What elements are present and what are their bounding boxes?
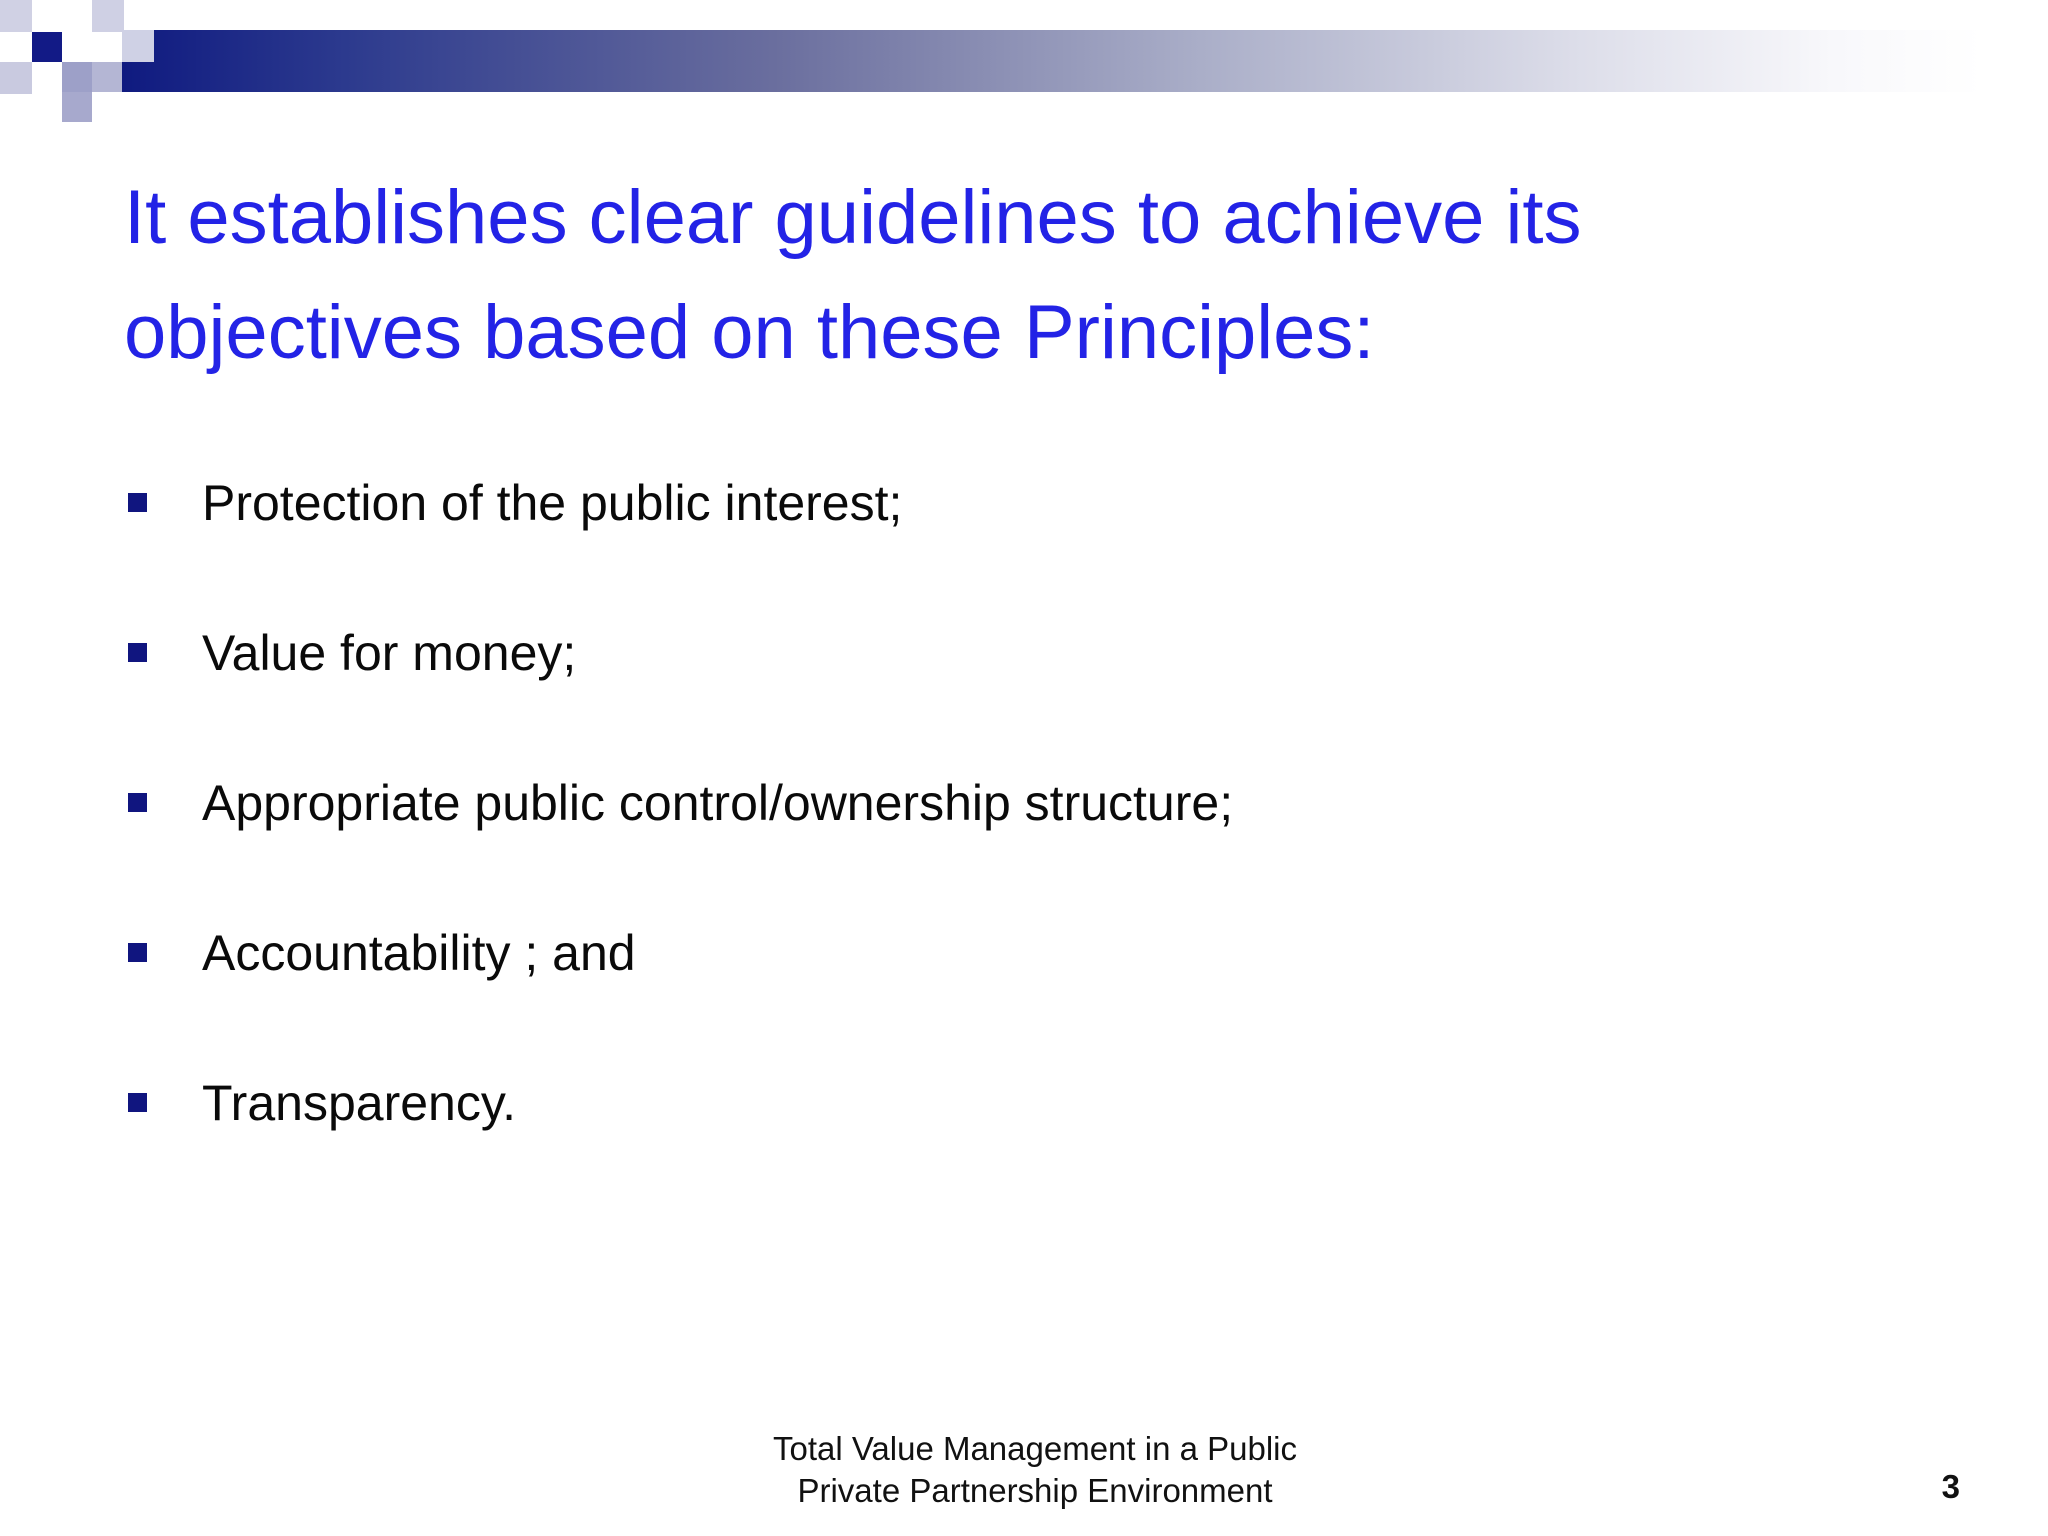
header-gradient-bar — [122, 30, 1982, 92]
bullet-text: Protection of the public interest; — [202, 475, 903, 531]
header-square-icon — [92, 0, 124, 32]
bullet-item — [124, 605, 1824, 755]
bullet-list — [124, 455, 1824, 1205]
bullet-text: Transparency. — [202, 1075, 517, 1131]
square-bullet-icon — [128, 643, 147, 662]
slide-number: 3 — [1941, 1468, 1960, 1505]
header-square-icon — [122, 30, 154, 62]
header-square-icon — [0, 0, 32, 32]
header-square-icon — [62, 62, 92, 92]
bullet-text: Appropriate public control/ownership structure; — [202, 775, 1234, 831]
bullet-item — [124, 755, 1824, 905]
square-bullet-icon — [128, 793, 147, 812]
bullet-text: Accountability ; and — [202, 925, 636, 981]
bullet-item — [124, 905, 1824, 1055]
header-square-icon — [62, 92, 92, 122]
header-square-icon — [32, 32, 62, 62]
header-square-icon — [92, 62, 122, 92]
bullet-text: Value for money; — [202, 625, 577, 681]
slide-title-line: objectives based on these Principles: — [124, 290, 1375, 375]
slide-title-line: It establishes clear guidelines to achieve its — [124, 175, 1582, 260]
slide-footer — [700, 1428, 1370, 1512]
footer-line: Total Value Management in a Public — [772, 1430, 1298, 1467]
bullet-item — [124, 455, 1824, 605]
slide-title — [124, 160, 1824, 390]
square-bullet-icon — [128, 1093, 147, 1112]
square-bullet-icon — [128, 493, 147, 512]
header-square-icon — [0, 62, 32, 94]
bullet-item — [124, 1055, 1824, 1205]
square-bullet-icon — [128, 943, 147, 962]
footer-line: Private Partnership Environment — [797, 1472, 1273, 1509]
